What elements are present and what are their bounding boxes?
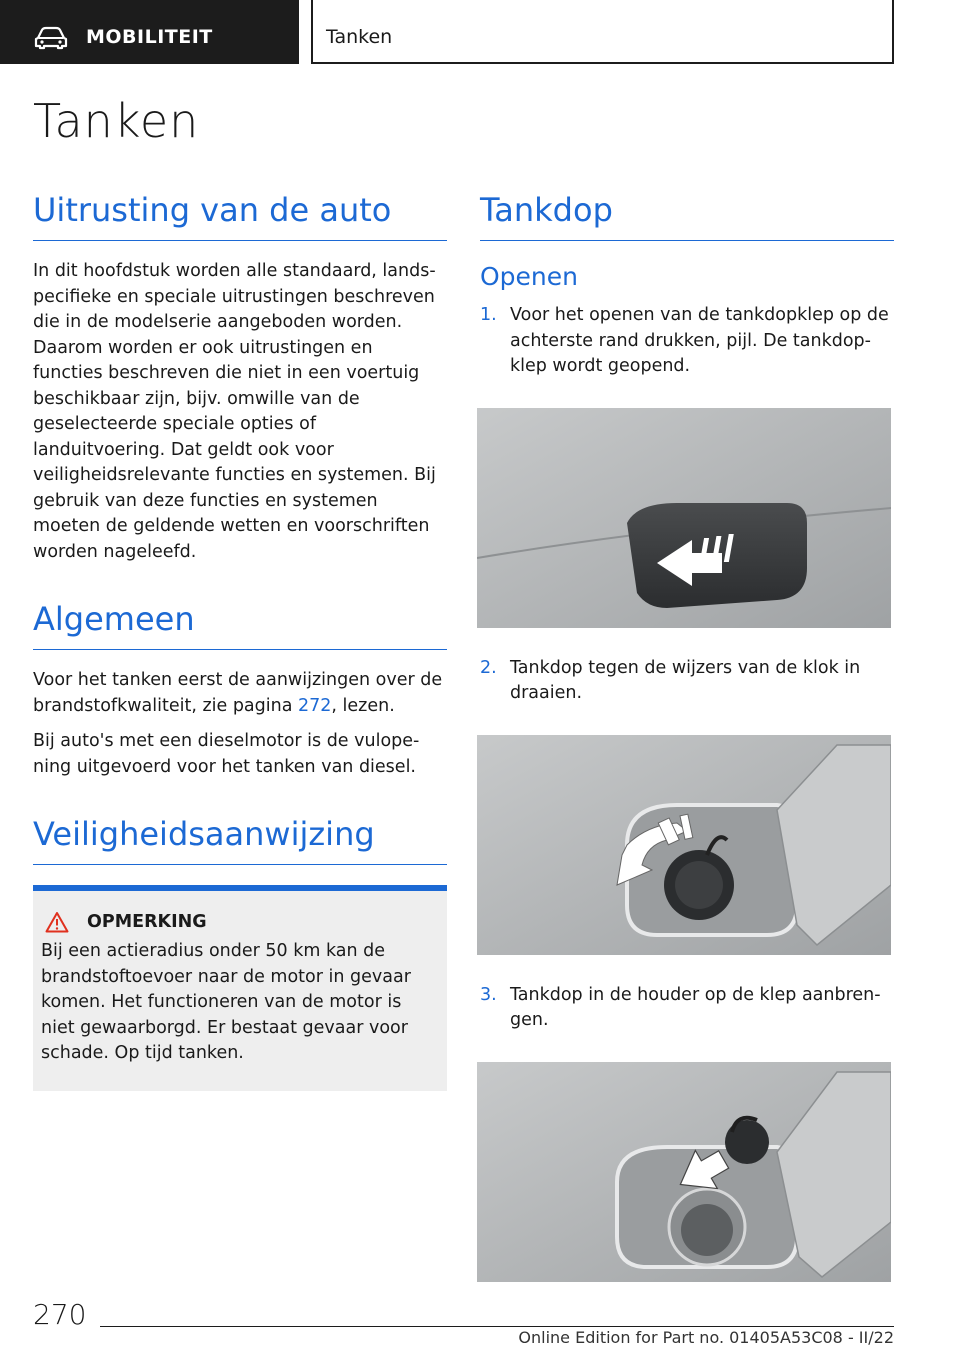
paragraph-fuel-quality <box>33 668 447 719</box>
fuel-cap-holder-photo <box>477 1062 891 1282</box>
warning-label: OPMERKING <box>87 912 207 932</box>
heading-safety: Veiligheidsaanwijzing <box>33 804 447 865</box>
heading-fuel-cap: Tankdop <box>480 180 894 241</box>
step-number: 3. <box>480 984 497 1005</box>
warning-triangle-icon <box>45 911 69 933</box>
page-title: Tanken <box>33 94 200 148</box>
page-link-272[interactable]: 272 <box>298 695 332 716</box>
car-icon <box>34 26 68 54</box>
section-tab[interactable] <box>0 0 299 64</box>
steps-list-3 <box>480 983 894 1034</box>
warning-box <box>33 885 447 1091</box>
list-item <box>480 656 894 707</box>
section-label: MOBILITEIT <box>86 26 213 48</box>
breadcrumb <box>311 0 894 64</box>
step-text: Tankdop tegen de wijzers van de klok in draaien. <box>510 657 861 703</box>
footer-divider <box>100 1326 894 1327</box>
fuel-quality-text: Voor het tanken eerst de aanwijzingen over de brandstofkwaliteit, zie pagina <box>33 670 443 716</box>
step-number: 2. <box>480 657 497 678</box>
step-number: 1. <box>480 305 497 325</box>
subheading-open: Openen <box>480 262 578 291</box>
footer-edition: Online Edition for Part no. 01405A53C08 - II/22 <box>518 1328 894 1347</box>
step-text: Tankdop in de houder op de klep aanbrengen. <box>510 984 881 1030</box>
right-column <box>480 180 894 1310</box>
page-number: 270 <box>33 1298 87 1331</box>
fuel-flap-photo <box>477 408 891 628</box>
heading-general: Algemeen <box>33 589 447 650</box>
step-text: Voor het openen van de tankdopklep op de achterste rand drukken, pijl. De tankdopklep wordt geopend. <box>510 305 889 376</box>
list-item <box>480 983 894 1034</box>
paragraph-diesel: Bij auto's met een dieselmotor is de vulopening uitgevoerd voor het tanken van diesel. <box>33 731 420 777</box>
fuel-cap-turn-photo <box>477 735 891 955</box>
warning-text: Bij een actieradius onder 50 km kan de brandstoftoevoer naar de motor in gevaar komen. Het functioneren van de motor is niet gewaarborgd. Er bestaat gevaar voor schade. Op tijd tanken. <box>41 941 411 1063</box>
left-column <box>33 180 447 1091</box>
fuel-quality-text-end: , lezen. <box>331 695 395 716</box>
list-item <box>480 303 894 380</box>
steps-list-2 <box>480 656 894 707</box>
steps-list <box>480 303 894 380</box>
breadcrumb-label: Tanken <box>326 26 393 48</box>
heading-equipment: Uitrusting van de auto <box>33 180 447 241</box>
warning-header <box>41 911 437 933</box>
paragraph-equipment: In dit hoofdstuk worden alle standaard, landspecifieke en speciale uitrustingen beschreven die in de modelserie aangeboden worden. Daarom worden er ook uitrustingen en functies beschreven die niet in een voertuig beschikbaar zijn, bijv. omwille van de geselecteerde speciale opties of landuitvoering. Dat geldt ook voor veiligheidsrelevante functies en systemen. Bij gebruik van deze functies en systemen moeten de geldende wetten en voorschriften worden nageleefd. <box>33 261 436 562</box>
